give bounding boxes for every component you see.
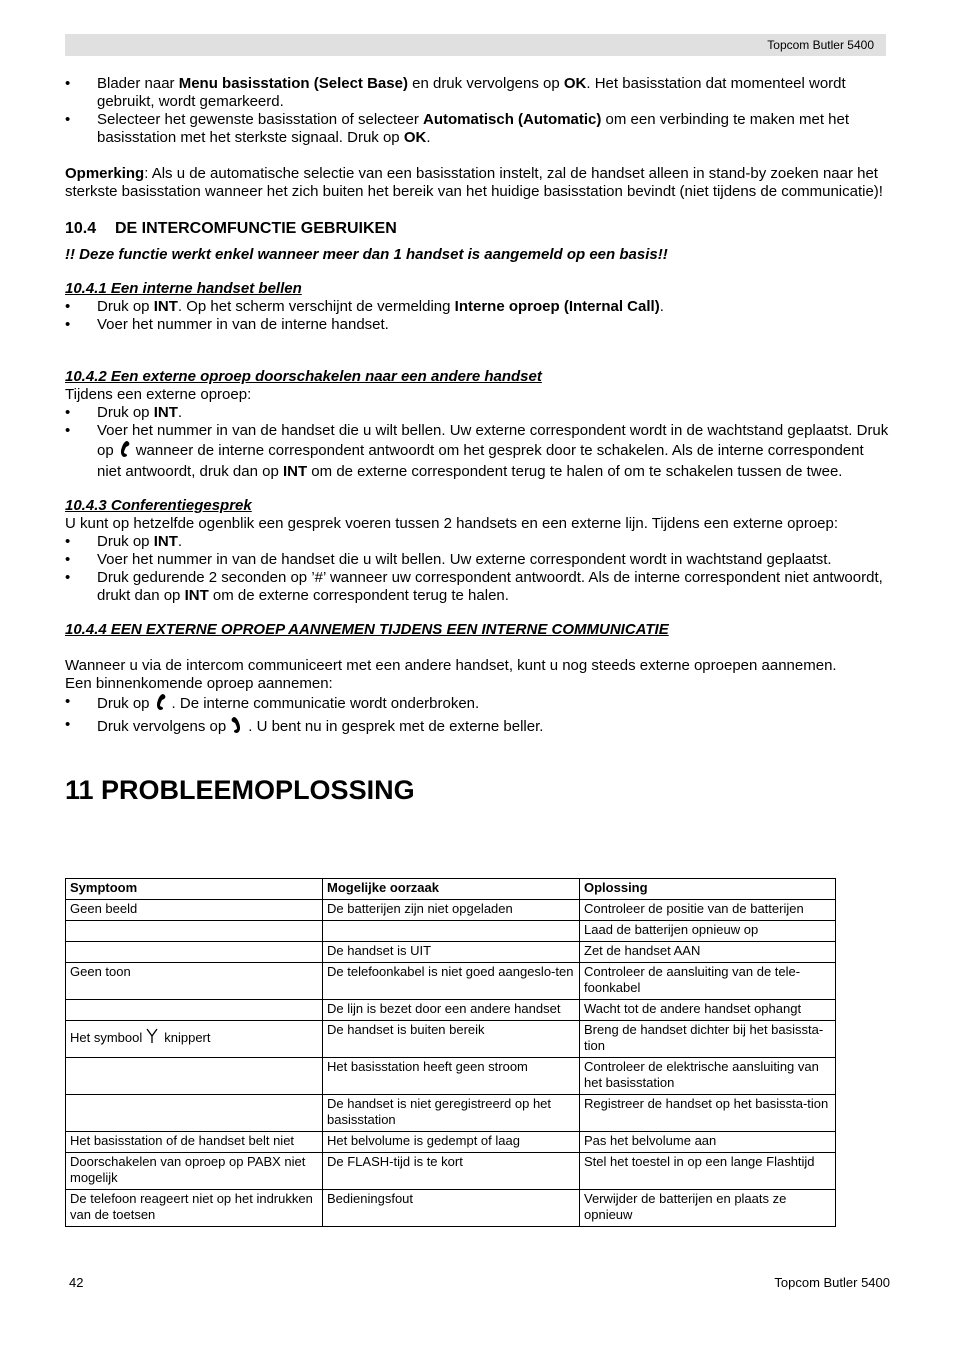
phone-pickup-icon — [230, 716, 244, 739]
table-cell: Het belvolume is gedempt of laag — [323, 1132, 580, 1153]
table-cell: Geen beeld — [66, 900, 323, 921]
page-content — [65, 75, 889, 807]
table-cell-symbol: Het symbool knippert — [66, 1021, 323, 1058]
table-cell: De handset is UIT — [323, 942, 580, 963]
intro-10-4-4-b: Een binnenkomende oproep aannemen: — [65, 675, 333, 692]
table-cell — [66, 1000, 323, 1021]
table-row — [66, 1132, 836, 1153]
column-header: Mogelijke oorzaak — [323, 879, 580, 900]
list-item: • Voer het nummer in van de handset die u wilt bellen. Uw externe correspondent wordt in wachtstand geplaatst. — [65, 551, 889, 569]
table-cell — [66, 1058, 323, 1095]
header-bar — [65, 34, 886, 56]
table-cell: Het basisstation heeft geen stroom — [323, 1058, 580, 1095]
table-cell — [66, 921, 323, 942]
list-item: • Druk op INT. Op het scherm verschijnt de vermelding Interne oproep (Internal Call). — [65, 298, 889, 316]
header-title: Topcom Butler 5400 — [767, 38, 874, 52]
table-cell: Zet de handset AAN — [580, 942, 836, 963]
section-heading-10-4: 10.4 DE INTERCOMFUNCTIE GEBRUIKEN — [65, 220, 397, 237]
table-cell: Doorschakelen van oproep op PABX niet mogelijk — [66, 1153, 323, 1190]
table-cell — [323, 921, 580, 942]
table-cell: De FLASH-tijd is te kort — [323, 1153, 580, 1190]
table-row — [66, 1095, 836, 1132]
intro-10-4-2: Tijdens een externe oproep: — [65, 386, 252, 403]
list-10-4-2 — [65, 404, 889, 481]
table-row — [66, 1190, 836, 1227]
table-cell: De telefoon reageert niet op het indrukken van de toetsen — [66, 1190, 323, 1227]
table-header-row — [66, 879, 836, 900]
table-cell: De telefoonkabel is niet goed aangeslo-ten — [323, 963, 580, 1000]
intro-list — [65, 75, 889, 147]
chapter-title: 11 PROBLEEMOPLOSSING — [65, 775, 415, 805]
troubleshooting-table — [65, 878, 836, 1227]
table-cell: De batterijen zijn niet opgeladen — [323, 900, 580, 921]
table-row — [66, 1000, 836, 1021]
remark-paragraph: Opmerking: Als u de automatische selectie van een basisstation instelt, zal de handset alleen in stand-by zoeken naar het sterkste basisstation wanneer het zich buiten het bereik van het huidige basisstation bevindt (niet tijdens de communicatie)! — [65, 165, 883, 200]
table-cell: De handset is buiten bereik — [323, 1021, 580, 1058]
column-header: Oplossing — [580, 879, 836, 900]
table-cell: Geen toon — [66, 963, 323, 1000]
list-item: • Druk op . De interne communicatie wordt onderbroken. — [65, 693, 889, 716]
table-row — [66, 963, 836, 1000]
column-header: Symptoom — [66, 879, 323, 900]
list-10-4-4 — [65, 693, 889, 739]
table-cell — [66, 942, 323, 963]
list-item: • Voer het nummer in van de handset die u wilt bellen. Uw externe correspondent wordt in de wachtstand geplaatst. Druk op wanneer de interne correspondent antwoordt om het gesprek door te schakelen. Als de interne correspondent niet antwoordt, druk dan op INT om de externe correspondent terug te halen of om te schakelen tussen de twee. — [65, 422, 889, 481]
warning-text: !! Deze functie werkt enkel wanneer meer dan 1 handset is aangemeld op een basis!! — [65, 246, 668, 263]
table-cell: De handset is niet geregistreerd op het basisstation — [323, 1095, 580, 1132]
list-item: • Druk op INT. — [65, 404, 889, 422]
table-cell: Wacht tot de andere handset ophangt — [580, 1000, 836, 1021]
table-cell: De lijn is bezet door een andere handset — [323, 1000, 580, 1021]
table-cell: Controleer de positie van de batterijen — [580, 900, 836, 921]
list-item: • Druk vervolgens op . U bent nu in gesprek met de externe beller. — [65, 716, 889, 739]
table-cell: Pas het belvolume aan — [580, 1132, 836, 1153]
table-row — [66, 921, 836, 942]
subheading-10-4-1: 10.4.1 Een interne handset bellen — [65, 280, 302, 297]
table-row — [66, 942, 836, 963]
table-cell: Het basisstation of de handset belt niet — [66, 1132, 323, 1153]
table-cell: Controleer de elektrische aansluiting van het basisstation — [580, 1058, 836, 1095]
list-10-4-1 — [65, 298, 889, 334]
subheading-10-4-2: 10.4.2 Een externe oproep doorschakelen naar een andere handset — [65, 368, 542, 385]
subheading-10-4-4: 10.4.4 EEN EXTERNE OPROEP AANNEMEN TIJDENS EEN INTERNE COMMUNICATIE — [65, 621, 669, 638]
table-cell — [66, 1095, 323, 1132]
table-cell: Breng de handset dichter bij het basissta-tion — [580, 1021, 836, 1058]
list-item: • Selecteer het gewenste basisstation of selecteer Automatisch (Automatic) om een verbinding te maken met het basisstation met het sterkste signaal. Druk op OK. — [65, 111, 889, 147]
intro-10-4-4: Wanneer u via de intercom communiceert met een andere handset, kunt u nog steeds externe oproepen aannemen. — [65, 657, 837, 674]
remark-label: Opmerking — [65, 165, 145, 182]
table-cell: Bedieningsfout — [323, 1190, 580, 1227]
page-number: 42 — [69, 1275, 84, 1290]
table-cell: Laad de batterijen opnieuw op — [580, 921, 836, 942]
list-item: • Druk gedurende 2 seconden op ’#’ wanneer uw correspondent antwoordt. Als de interne correspondent niet antwoordt, drukt dan op INT om de externe correspondent terug te halen. — [65, 569, 889, 605]
table-row — [66, 1058, 836, 1095]
table-cell: Verwijder de batterijen en plaats ze opnieuw — [580, 1190, 836, 1227]
table-cell: Stel het toestel in op een lange Flashtijd — [580, 1153, 836, 1190]
phone-hangup-icon — [118, 440, 132, 463]
subheading-10-4-3: 10.4.3 Conferentiegesprek — [65, 497, 252, 514]
list-item: • Voer het nummer in van de interne handset. — [65, 316, 889, 334]
table-row — [66, 1153, 836, 1190]
table-row — [66, 1021, 836, 1058]
antenna-signal-icon — [146, 1028, 158, 1048]
footer-title: Topcom Butler 5400 — [774, 1275, 890, 1290]
intro-10-4-3: U kunt op hetzelfde ogenblik een gesprek voeren tussen 2 handsets en een externe lijn. Tijdens een externe oproep: — [65, 515, 839, 532]
list-item: • Druk op INT. — [65, 533, 889, 551]
phone-hangup-icon — [154, 693, 168, 716]
table-cell: Registreer de handset op het basissta-tion — [580, 1095, 836, 1132]
list-10-4-3 — [65, 533, 889, 605]
list-item: • Blader naar Menu basisstation (Select Base) en druk vervolgens op OK. Het basisstation dat momenteel wordt gebruikt, wordt gemarkeerd. — [65, 75, 889, 111]
table-cell: Controleer de aansluiting van de tele-foonkabel — [580, 963, 836, 1000]
table-row — [66, 900, 836, 921]
